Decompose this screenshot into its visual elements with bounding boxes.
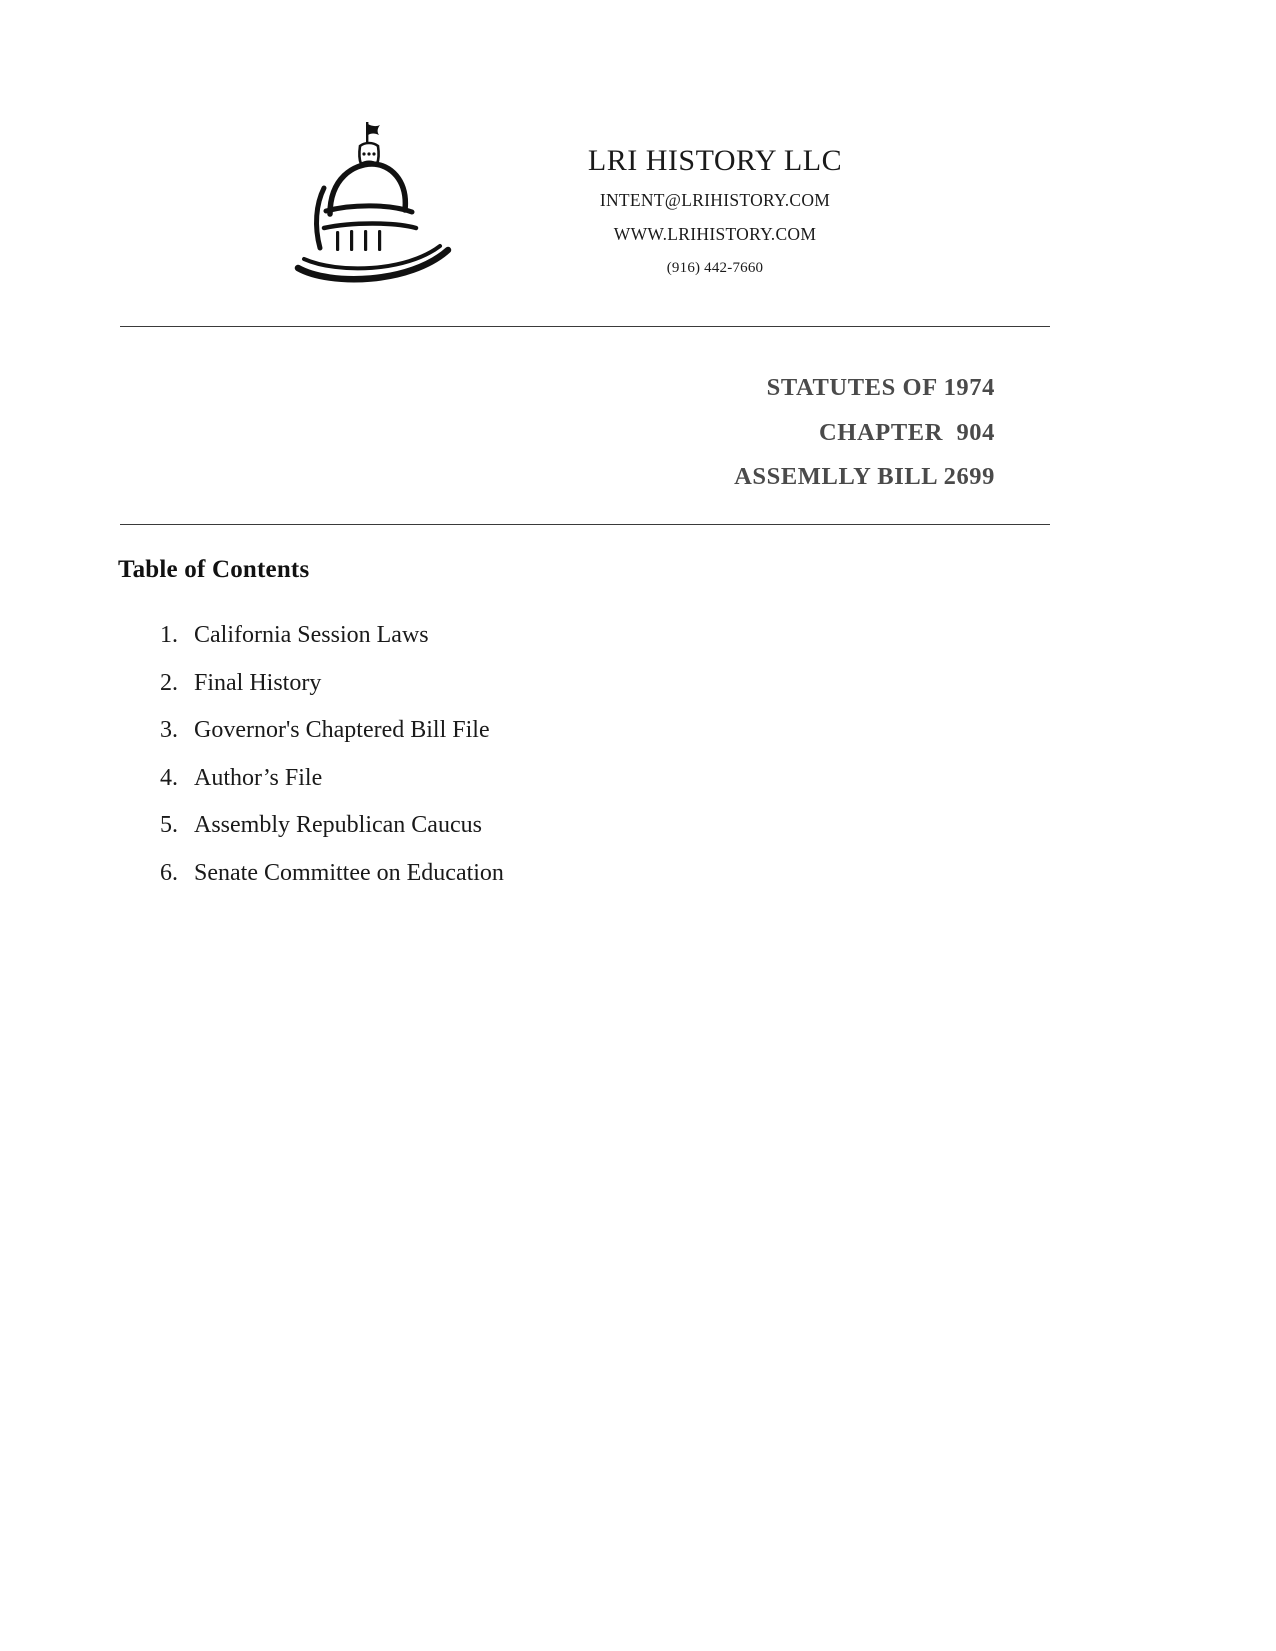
list-item-label: Senate Committee on Education [194, 859, 504, 886]
org-info [500, 118, 930, 277]
list-item-number: 3. [160, 717, 178, 743]
list-item [140, 755, 940, 803]
bill-line: ASSEMLLY BILL 2699 [734, 463, 995, 491]
list-item [140, 612, 940, 660]
list-item-label: Assembly Republican Caucus [194, 812, 482, 838]
org-phone: (916) 442-7660 [666, 260, 764, 276]
divider-top [120, 326, 1050, 327]
list-item [140, 850, 940, 898]
list-item [140, 660, 940, 708]
list-item-number: 6. [160, 859, 178, 886]
list-item-label: Author’s File [194, 764, 323, 791]
title-block [120, 366, 995, 500]
org-email: INTENT@LRIHISTORY.COM [599, 190, 831, 210]
page-title: Table of Contents [118, 556, 310, 583]
list-item-label: Final History [194, 669, 322, 696]
list-item [140, 707, 940, 755]
table-of-contents-list [140, 612, 940, 897]
list-item-label: Governor's Chaptered Bill File [194, 717, 490, 743]
list-item-number: 2. [160, 669, 178, 696]
letterhead [0, 118, 1276, 288]
list-item [140, 802, 940, 850]
capitol-dome-logo-icon [290, 118, 470, 288]
list-item-number: 5. [160, 812, 178, 838]
list-item-number: 1. [160, 622, 178, 648]
list-item-number: 4. [160, 764, 178, 791]
chapter-line: CHAPTER 904 [819, 418, 995, 446]
org-website: WWW.LRIHISTORY.COM [613, 224, 817, 244]
list-item-label: California Session Laws [194, 622, 429, 648]
divider-bottom [120, 524, 1050, 525]
org-name: LRI HISTORY LLC [587, 144, 843, 177]
statutes-line: STATUTES OF 1974 [766, 374, 995, 401]
